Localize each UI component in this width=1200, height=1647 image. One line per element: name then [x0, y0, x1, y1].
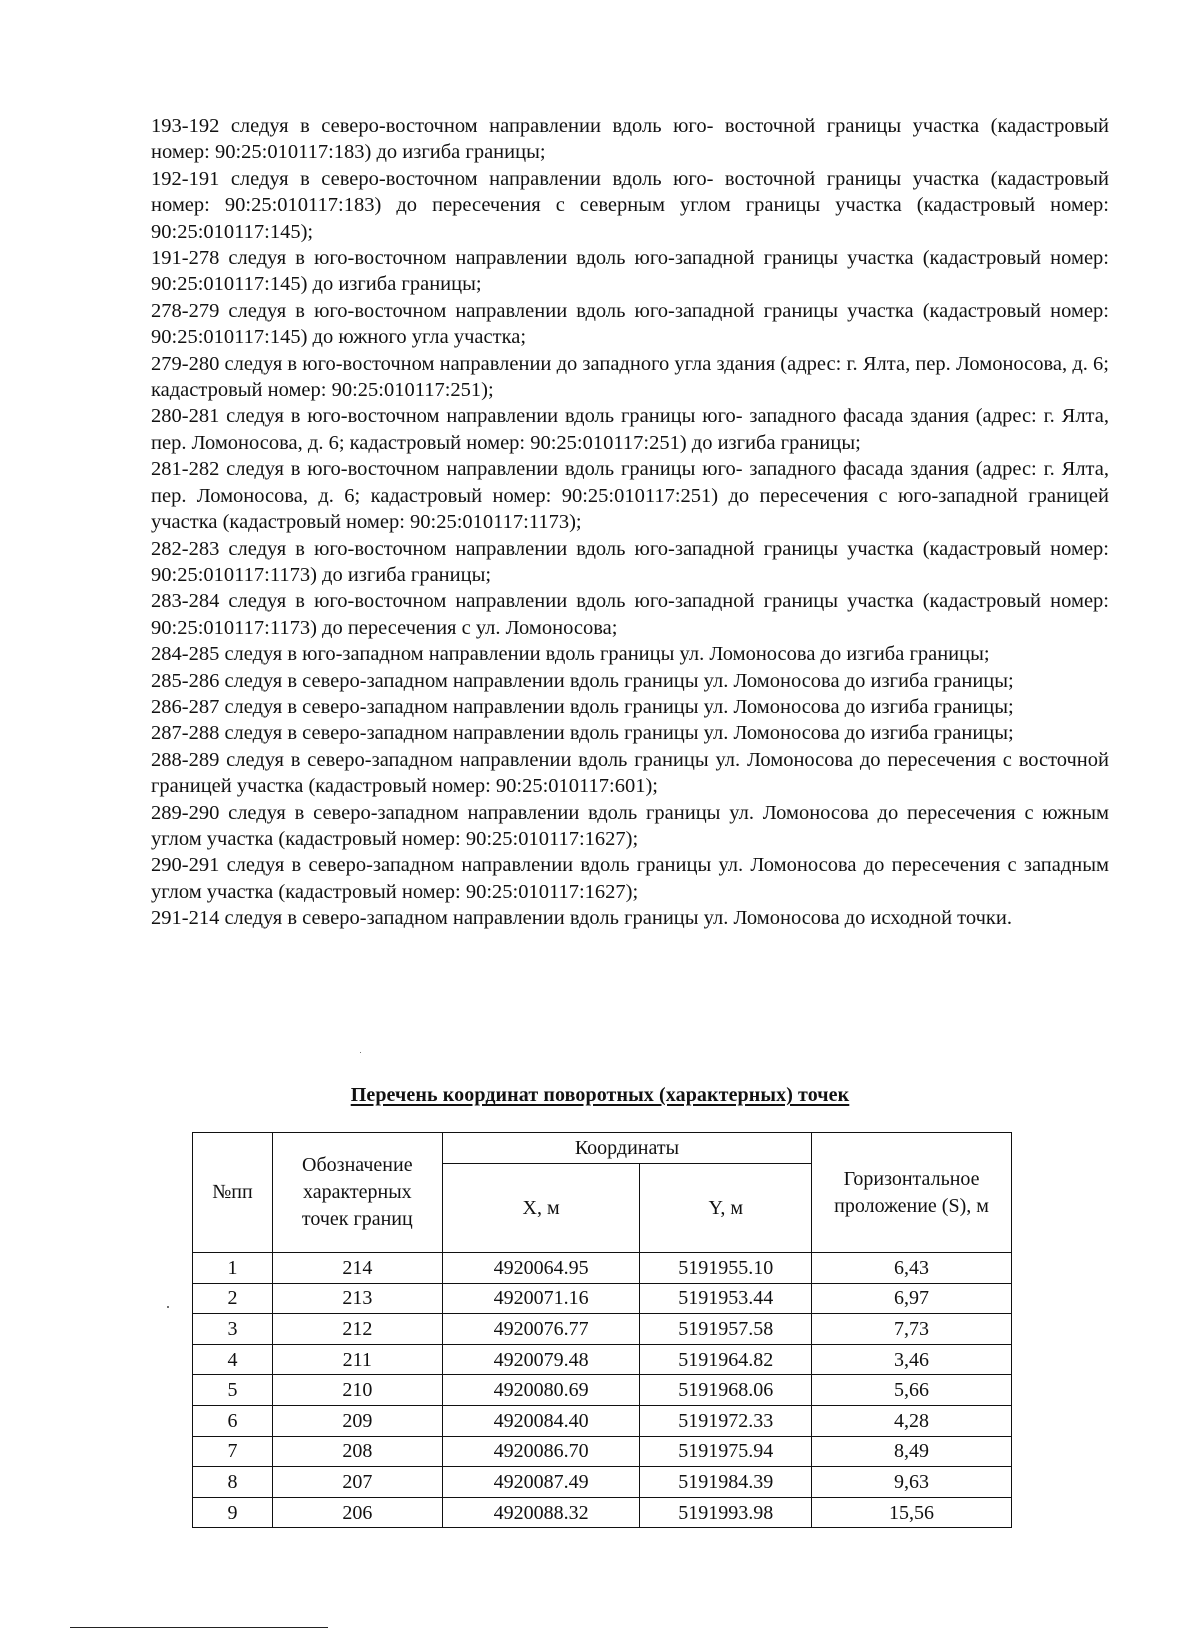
cell-x: 4920064.95 — [442, 1253, 640, 1284]
cell-y: 5191953.44 — [640, 1283, 812, 1314]
cell-horizontal: 7,73 — [812, 1314, 1012, 1345]
paragraph: 192-191 следуя в северо-восточном направлении вдоль юго- восточной границы участка (кадастровый номер: 90:25:010117:183) до пересечения с северным углом границы участка (кадастровый номер: 90:25:010117:145); — [151, 167, 1109, 243]
paragraph: 291-214 следуя в северо-западном направлении вдоль границы ул. Ломоносова до исходной точки. — [151, 907, 1012, 930]
table-row — [193, 1283, 1012, 1314]
table-row — [193, 1436, 1012, 1467]
cell-horizontal: 5,66 — [812, 1375, 1012, 1406]
cell-designation: 206 — [272, 1497, 442, 1528]
cell-horizontal: 15,56 — [812, 1497, 1012, 1528]
cell-num: 6 — [193, 1405, 273, 1436]
cell-designation: 208 — [272, 1436, 442, 1467]
paragraph: 285-286 следуя в северо-западном направлении вдоль границы ул. Ломоносова до изгиба границы; — [151, 669, 1014, 692]
table-title: Перечень координат поворотных (характерных) точек — [350, 1084, 850, 1106]
paragraph: 282-283 следуя в юго-восточном направлении вдоль юго-западной границы участка (кадастровый номер: 90:25:010117:1173) до изгиба границы; — [151, 537, 1109, 586]
cell-y: 5191964.82 — [640, 1344, 812, 1375]
header-y: Y, м — [640, 1164, 812, 1253]
paragraph: 279-280 следуя в юго-восточном направлении до западного угла здания (адрес: г. Ялта, пер. Ломоносова, д. 6; кадастровый номер: 90:25:010117:251); — [151, 352, 1109, 402]
table-row — [193, 1405, 1012, 1436]
cell-designation: 210 — [272, 1375, 442, 1406]
cell-y: 5191955.10 — [640, 1253, 812, 1284]
paragraph: 290-291 следуя в северо-западном направлении вдоль границы ул. Ломоносова до пересечения с западным углом участка (кадастровый номер: 90:25:010117:1627); — [151, 854, 1109, 903]
header-designation: Обозначение характерных точек границ — [272, 1133, 442, 1253]
cell-horizontal: 3,46 — [812, 1344, 1012, 1375]
cell-designation: 209 — [272, 1405, 442, 1436]
paragraph: 287-288 следуя в северо-западном направлении вдоль границы ул. Ломоносова до изгиба границы; — [151, 722, 1014, 745]
cell-designation: 207 — [272, 1467, 442, 1498]
paragraph: 281-282 следуя в юго-восточном направлении вдоль границы юго- западного фасада здания (адрес: г. Ялта, пер. Ломоносова, д. 6; кадастровый номер: 90:25:010117:251) до пересечения с юго-западной границей участка (кадастровый номер: 90:25:010117:1173); — [151, 458, 1109, 534]
cell-y: 5191993.98 — [640, 1497, 812, 1528]
table-row — [193, 1467, 1012, 1498]
cell-designation: 214 — [272, 1253, 442, 1284]
cell-y: 5191972.33 — [640, 1405, 812, 1436]
paragraph: 283-284 следуя в юго-восточном направлении вдоль юго-западной границы участка (кадастровый номер: 90:25:010117:1173) до пересечения с ул. Ломоносова; — [151, 590, 1109, 639]
paragraph: 280-281 следуя в юго-восточном направлении вдоль границы юго- западного фасада здания (адрес: г. Ялта, пер. Ломоносова, д. 6; кадастровый номер: 90:25:010117:251) до изгиба границы; — [151, 405, 1109, 454]
paragraph: 284-285 следуя в юго-западном направлении вдоль границы ул. Ломоносова до изгиба границы; — [151, 643, 990, 666]
paragraph: 288-289 следуя в северо-западном направлении вдоль границы ул. Ломоносова до пересечения с восточной границей участка (кадастровый номер: 90:25:010117:601); — [151, 748, 1109, 798]
table-body — [193, 1253, 1012, 1528]
table-row — [193, 1314, 1012, 1345]
paragraph: 191-278 следуя в юго-восточном направлении вдоль юго-западной границы участка (кадастровый номер: 90:25:010117:145) до изгиба границы; — [151, 247, 1109, 296]
paragraph: 286-287 следуя в северо-западном направлении вдоль границы ул. Ломоносова до изгиба границы; — [151, 695, 1014, 718]
cell-horizontal: 9,63 — [812, 1467, 1012, 1498]
cell-num: 3 — [193, 1314, 273, 1345]
coordinates-table — [192, 1132, 1012, 1528]
cell-horizontal: 6,97 — [812, 1283, 1012, 1314]
cell-horizontal: 6,43 — [812, 1253, 1012, 1284]
paragraph: 289-290 следуя в северо-западном направлении вдоль границы ул. Ломоносова до пересечения с южным углом участка (кадастровый номер: 90:25:010117:1627); — [151, 801, 1109, 850]
boundary-description — [151, 113, 1109, 932]
header-x: X, м — [442, 1164, 640, 1253]
cell-y: 5191975.94 — [640, 1436, 812, 1467]
table-row — [193, 1253, 1012, 1284]
cell-horizontal: 4,28 — [812, 1405, 1012, 1436]
cell-num: 2 — [193, 1283, 273, 1314]
table-row — [193, 1344, 1012, 1375]
cell-x: 4920071.16 — [442, 1283, 640, 1314]
paragraph: 278-279 следуя в юго-восточном направлении вдоль юго-западной границы участка (кадастровый номер: 90:25:010117:145) до южного угла участка; — [151, 299, 1109, 349]
table-row — [193, 1497, 1012, 1528]
cell-num: 7 — [193, 1436, 273, 1467]
cell-designation: 212 — [272, 1314, 442, 1345]
cell-x: 4920079.48 — [442, 1344, 640, 1375]
footnote-rule — [70, 1627, 328, 1628]
cell-num: 1 — [193, 1253, 273, 1284]
cell-designation: 213 — [272, 1283, 442, 1314]
cell-x: 4920088.32 — [442, 1497, 640, 1528]
header-num: №пп — [193, 1133, 273, 1253]
cell-horizontal: 8,49 — [812, 1436, 1012, 1467]
header-horizontal: Горизонтальное проложение (S), м — [812, 1133, 1012, 1253]
cell-y: 5191957.58 — [640, 1314, 812, 1345]
cell-y: 5191984.39 — [640, 1467, 812, 1498]
cell-num: 5 — [193, 1375, 273, 1406]
cell-x: 4920080.69 — [442, 1375, 640, 1406]
scan-speck — [360, 1052, 361, 1053]
cell-num: 4 — [193, 1344, 273, 1375]
paragraph: 193-192 следуя в северо-восточном направлении вдоль юго- восточной границы участка (кадастровый номер: 90:25:010117:183) до изгиба границы; — [151, 115, 1109, 164]
cell-x: 4920084.40 — [442, 1405, 640, 1436]
cell-num: 8 — [193, 1467, 273, 1498]
cell-x: 4920076.77 — [442, 1314, 640, 1345]
cell-designation: 211 — [272, 1344, 442, 1375]
table-row — [193, 1375, 1012, 1406]
header-coordinates: Координаты — [442, 1133, 811, 1164]
cell-y: 5191968.06 — [640, 1375, 812, 1406]
cell-x: 4920086.70 — [442, 1436, 640, 1467]
cell-num: 9 — [193, 1497, 273, 1528]
scan-speck — [167, 1306, 169, 1308]
cell-x: 4920087.49 — [442, 1467, 640, 1498]
